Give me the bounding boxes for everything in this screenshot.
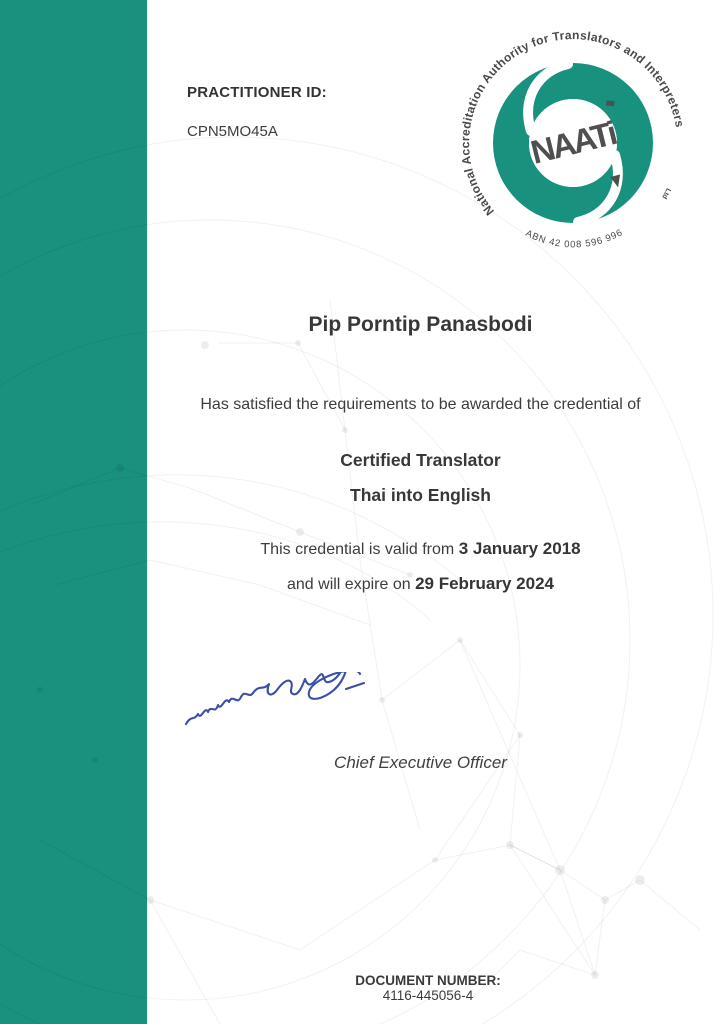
document-number-label: DOCUMENT NUMBER: bbox=[355, 973, 501, 988]
recipient-name: Pip Porntip Panasbodi bbox=[308, 313, 533, 336]
document-number-value: 4116-445056-4 bbox=[382, 988, 474, 1003]
expire-prefix: and will expire on bbox=[287, 576, 416, 593]
valid-from-date: 3 January 2018 bbox=[458, 539, 581, 558]
expire-line bbox=[147, 574, 694, 594]
credential-language: Thai into English bbox=[350, 485, 491, 505]
document-number bbox=[147, 958, 694, 1018]
practitioner-id-value: CPN5MO45A bbox=[187, 123, 278, 140]
logo-arc-suffix: Ltd bbox=[660, 186, 672, 200]
credential-title: Certified Translator bbox=[340, 450, 501, 470]
valid-from-prefix: This credential is valid from bbox=[260, 541, 459, 558]
valid-from-line bbox=[147, 539, 694, 559]
ceo-signature-handwriting-icon bbox=[150, 672, 400, 752]
expire-date: 29 February 2024 bbox=[415, 574, 554, 593]
signer-title: Chief Executive Officer bbox=[334, 753, 507, 772]
naati-center-text: NAATi bbox=[527, 114, 619, 171]
logo-arc-text: National Accreditation Authority for Translators and Interpreters bbox=[458, 28, 687, 219]
left-accent-bar bbox=[0, 0, 147, 1024]
certificate-body bbox=[147, 0, 724, 1024]
award-statement: Has satisfied the requirements to be awarded the credential of bbox=[200, 396, 641, 413]
logo-abn-text: ABN 42 008 596 996 bbox=[523, 227, 625, 251]
practitioner-id-label: PRACTITIONER ID: bbox=[187, 84, 327, 101]
